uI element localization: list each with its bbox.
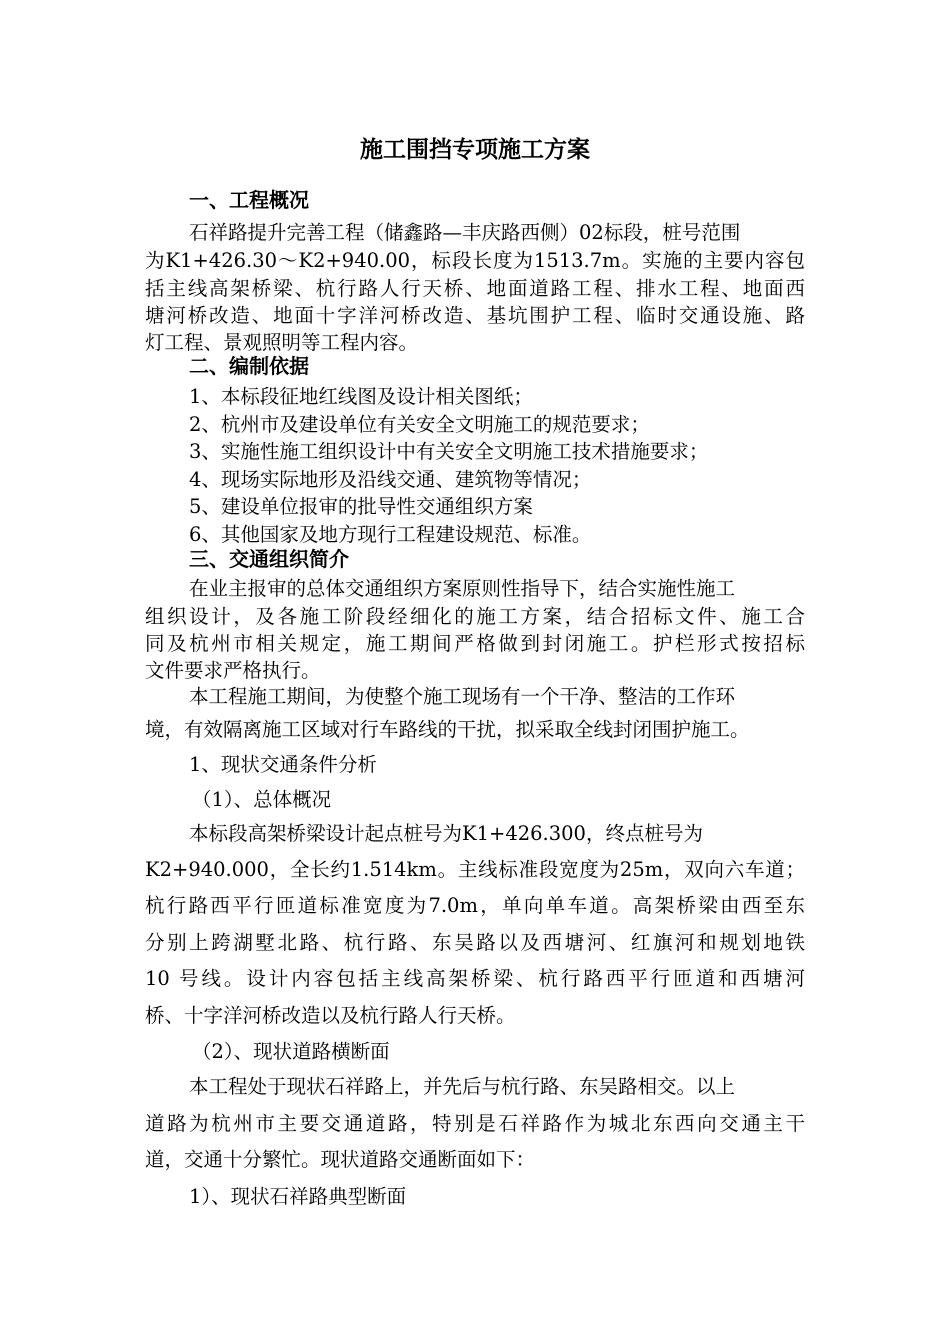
- subheading-traffic-analysis: 1、现状交通条件分析: [189, 753, 377, 776]
- cross-section-line: 本工程处于现状石祥路上，并先后与杭行路、东吴路相交。以上: [189, 1075, 736, 1098]
- overview-detail-line: 10 号线。设计内容包括主线高架桥梁、杭行路西平行匝道和西塘河: [145, 967, 805, 990]
- overview-line: 塘河桥改造、地面十字洋河桥改造、基坑围护工程、临时交通设施、路: [145, 304, 805, 327]
- overview-detail-line: 分别上跨湖墅北路、杭行路、东吴路以及西塘河、红旗河和规划地铁: [145, 931, 805, 954]
- basis-item: 1、本标段征地红线图及设计相关图纸；: [189, 385, 533, 408]
- subheading-overview: （1）、总体概况: [192, 788, 332, 811]
- cross-section-line: 道，交通十分繁忙。现状道路交通断面如下：: [145, 1148, 536, 1171]
- overview-line: 灯工程、景观照明等工程内容。: [145, 331, 419, 354]
- basis-item: 5、建设单位报审的批导性交通组织方案: [189, 495, 533, 518]
- subheading-typical-section: 1）、现状石祥路典型断面: [189, 1185, 407, 1208]
- overview-line: 为K1+426.30～K2+940.00，标段长度为1513.7m。实施的主要内容包: [145, 249, 805, 272]
- section-heading-overview: 一、工程概况: [189, 188, 309, 212]
- traffic-para1-line: 文件要求严格执行。: [145, 659, 321, 682]
- traffic-para2-line: 境，有效隔离施工区域对行车路线的干扰，拟采取全线封闭围护施工。: [145, 718, 750, 741]
- section-heading-traffic: 三、交通组织简介: [189, 547, 349, 571]
- overview-detail-line: 桥、十字洋河桥改造以及杭行路人行天桥。: [145, 1004, 516, 1027]
- basis-item: 2、杭州市及建设单位有关安全文明施工的规范要求；: [189, 413, 650, 436]
- overview-detail-line: 本标段高架桥梁设计起点桩号为K1+426.300，终点桩号为: [189, 822, 703, 845]
- basis-item: 3、实施性施工组织设计中有关安全文明施工技术措施要求；: [189, 440, 709, 463]
- traffic-para1-line: 同及杭州市相关规定，施工期间严格做到封闭施工。护栏形式按招标: [145, 632, 805, 655]
- subheading-cross-section: （2）、现状道路横断面: [192, 1040, 390, 1063]
- basis-item: 6、其他国家及地方现行工程建设规范、标准。: [189, 523, 592, 546]
- overview-line: 石祥路提升完善工程（储鑫路—丰庆路西侧）02标段，桩号范围: [189, 221, 741, 244]
- document-title: 施工围挡专项施工方案: [360, 137, 590, 163]
- section-heading-basis: 二、编制依据: [189, 354, 309, 378]
- traffic-para1-line: 组织设计，及各施工阶段经细化的施工方案，结合招标文件、施工合: [145, 605, 805, 628]
- basis-item: 4、现场实际地形及沿线交通、建筑物等情况；: [189, 468, 592, 491]
- traffic-para2-line: 本工程施工期间，为使整个施工现场有一个干净、整洁的工作环: [189, 685, 736, 708]
- overview-line: 括主线高架桥梁、杭行路人行天桥、地面道路工程、排水工程、地面西: [145, 277, 805, 300]
- cross-section-line: 道路为杭州市主要交通道路，特别是石祥路作为城北东西向交通主干: [145, 1112, 805, 1135]
- traffic-para1-line: 在业主报审的总体交通组织方案原则性指导下，结合实施性施工: [189, 577, 736, 600]
- overview-detail-line: 杭行路西平行匝道标准宽度为7.0m，单向单车道。高架桥梁由西至东: [145, 894, 805, 917]
- overview-detail-line: K2+940.000，全长约1.514km。主线标准段宽度为25m，双向六车道；: [145, 858, 805, 881]
